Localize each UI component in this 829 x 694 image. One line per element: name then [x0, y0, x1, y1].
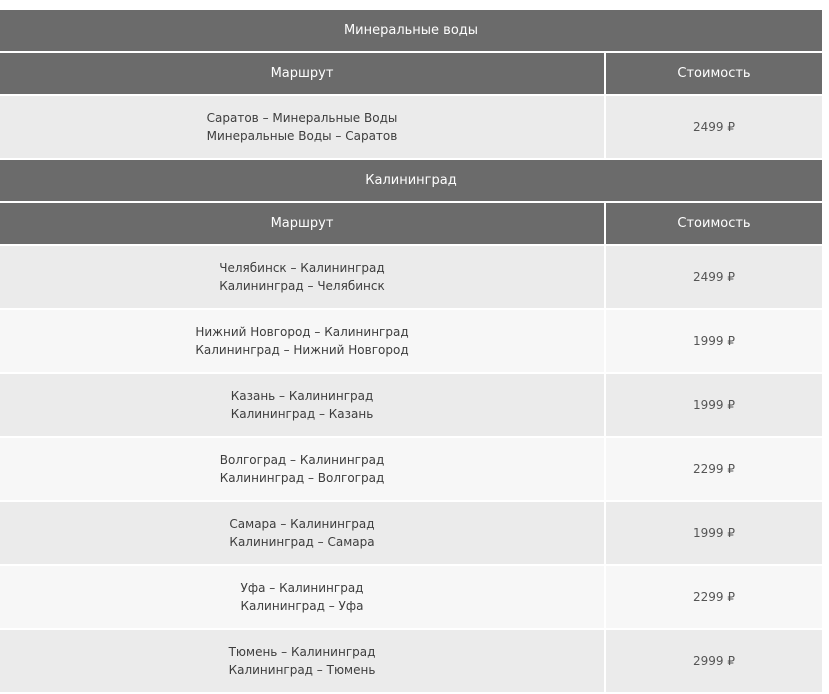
table-row [0, 246, 822, 310]
table-row [0, 502, 822, 566]
route-cell [0, 438, 606, 500]
table-row [0, 310, 822, 374]
price-cell: 1999 ₽ [693, 334, 735, 348]
route-cell [0, 566, 606, 628]
price-cell: 2499 ₽ [693, 270, 735, 284]
route-forward: Саратов – Минеральные Воды [206, 111, 398, 125]
route-return: Калининград – Казань [230, 407, 374, 421]
route-column-header: Маршрут [0, 203, 606, 244]
route-forward: Уфа – Калининград [240, 581, 364, 595]
section-title-mineralnye-vody: Минеральные воды [0, 10, 822, 53]
route-cell [0, 502, 606, 564]
route-column-header: Маршрут [0, 53, 606, 94]
table-header [0, 53, 822, 96]
price-cell: 1999 ₽ [693, 398, 735, 412]
route-return: Калининград – Уфа [240, 599, 364, 613]
price-cell: 2299 ₽ [693, 590, 735, 604]
route-forward: Нижний Новгород – Калининград [195, 325, 409, 339]
price-column-header: Стоимость [677, 66, 751, 81]
price-cell: 2499 ₽ [693, 120, 735, 134]
table-row [0, 374, 822, 438]
price-cell: 2299 ₽ [693, 462, 735, 476]
route-forward: Казань – Калининград [230, 389, 374, 403]
route-forward: Волгоград – Калининград [219, 453, 385, 467]
price-cell: 2999 ₽ [693, 654, 735, 668]
table-header [0, 203, 822, 246]
route-cell [0, 96, 606, 158]
route-forward: Самара – Калининград [229, 517, 375, 531]
route-return: Калининград – Волгоград [219, 471, 385, 485]
table-row [0, 566, 822, 630]
route-cell [0, 310, 606, 372]
route-forward: Челябинск – Калининград [219, 261, 385, 275]
price-cell: 1999 ₽ [693, 526, 735, 540]
price-column-header: Стоимость [677, 216, 751, 231]
price-table [0, 10, 822, 694]
table-row [0, 630, 822, 694]
route-return: Калининград – Тюмень [228, 663, 376, 677]
route-return: Калининград – Нижний Новгород [195, 343, 409, 357]
route-return: Калининград – Челябинск [219, 279, 385, 293]
table-row [0, 438, 822, 502]
table-row [0, 96, 822, 160]
route-forward: Тюмень – Калининград [228, 645, 376, 659]
section-title-kaliningrad: Калининград [0, 160, 822, 203]
route-cell [0, 246, 606, 308]
route-cell [0, 374, 606, 436]
route-return: Калининград – Самара [229, 535, 375, 549]
route-cell [0, 630, 606, 692]
route-return: Минеральные Воды – Саратов [206, 129, 398, 143]
